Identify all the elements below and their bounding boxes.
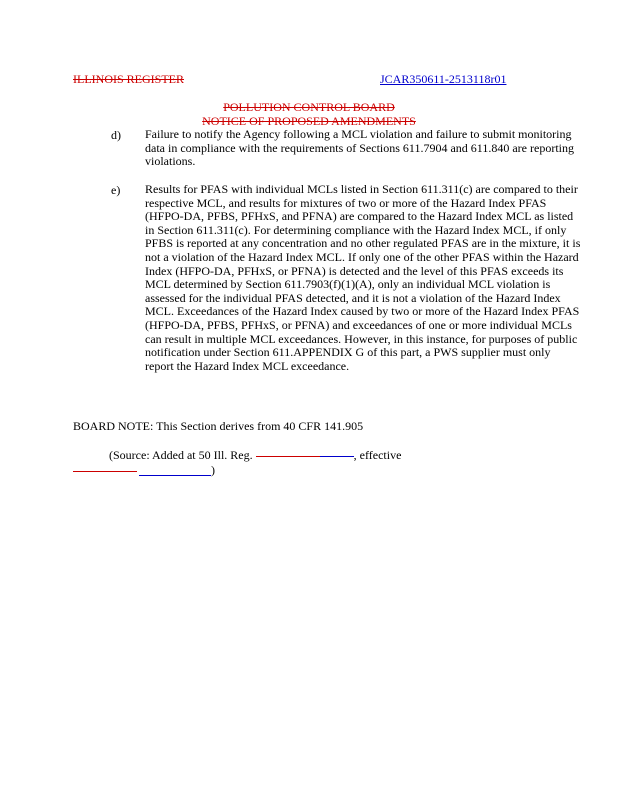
source-date-line xyxy=(73,463,273,477)
source-close: ) xyxy=(211,463,215,477)
board-title: POLLUTION CONTROL BOARD xyxy=(223,100,395,114)
jcar-code-header xyxy=(380,72,506,87)
item-label: d) xyxy=(111,128,121,142)
notice-title: NOTICE OF PROPOSED AMENDMENTS xyxy=(202,114,416,128)
struck-date-blank xyxy=(73,471,137,472)
board-note: BOARD NOTE: This Section derives from 40 CFR 141.905 xyxy=(73,419,364,433)
source-note xyxy=(109,448,559,463)
jcar-code: JCAR350611-2513118r01 xyxy=(380,72,507,86)
inserted-date-blank xyxy=(139,475,211,476)
register-header-struck: ILLINOIS REGISTER xyxy=(73,72,184,86)
item-text: Failure to notify the Agency following a MCL violation and failure to submit monitoring data in compliance with the requirements of Sections 611.7904 and 611.840 are reporting violations. xyxy=(145,127,574,169)
item-text: Results for PFAS with individual MCLs listed in Section 611.311(c) are compared to their respective MCL, and results for mixtures of two or more of the Hazard Index PFAS (HFPO-DA, PFBS, PFHxS, and PFNA) are compared to the Hazard Index MCL as listed in Section 611.311(c). For determining compliance with the Hazard Index MCL, if only PFBS is reported at any concentration and no other regulated PFAS are in the mixture, it is not a violation of the Hazard Index MCL. If only one of the other PFAS within the Hazard Index (HFPO-DA, PFHxS, or PFNA) is detected and the level of this PFAS exceeds its MCL determined by Section 611.7903(f)(1)(A), only an individual MCL violation is assessed for the individual PFAS detected, and it is not a violation of the Hazard Index MCL. Exceedances of the Hazard Index caused by two or more of the Hazard Index PFAS (HFPO-DA, PFBS, PFHxS, or PFNA) and exceedances of one or more individual MCLs can result in multiple MCL exceedances. However, in this instance, for purposes of public notification under Section 611.APPENDIX G of this part, a PWS supplier must only report the Hazard Index MCL exceedance. xyxy=(145,182,581,373)
source-suffix: , effective xyxy=(353,448,402,462)
struck-blank xyxy=(256,455,320,457)
source-prefix: (Source: Added at 50 Ill. Reg. xyxy=(109,448,253,462)
item-label: e) xyxy=(111,183,121,197)
inserted-blank xyxy=(320,455,354,457)
